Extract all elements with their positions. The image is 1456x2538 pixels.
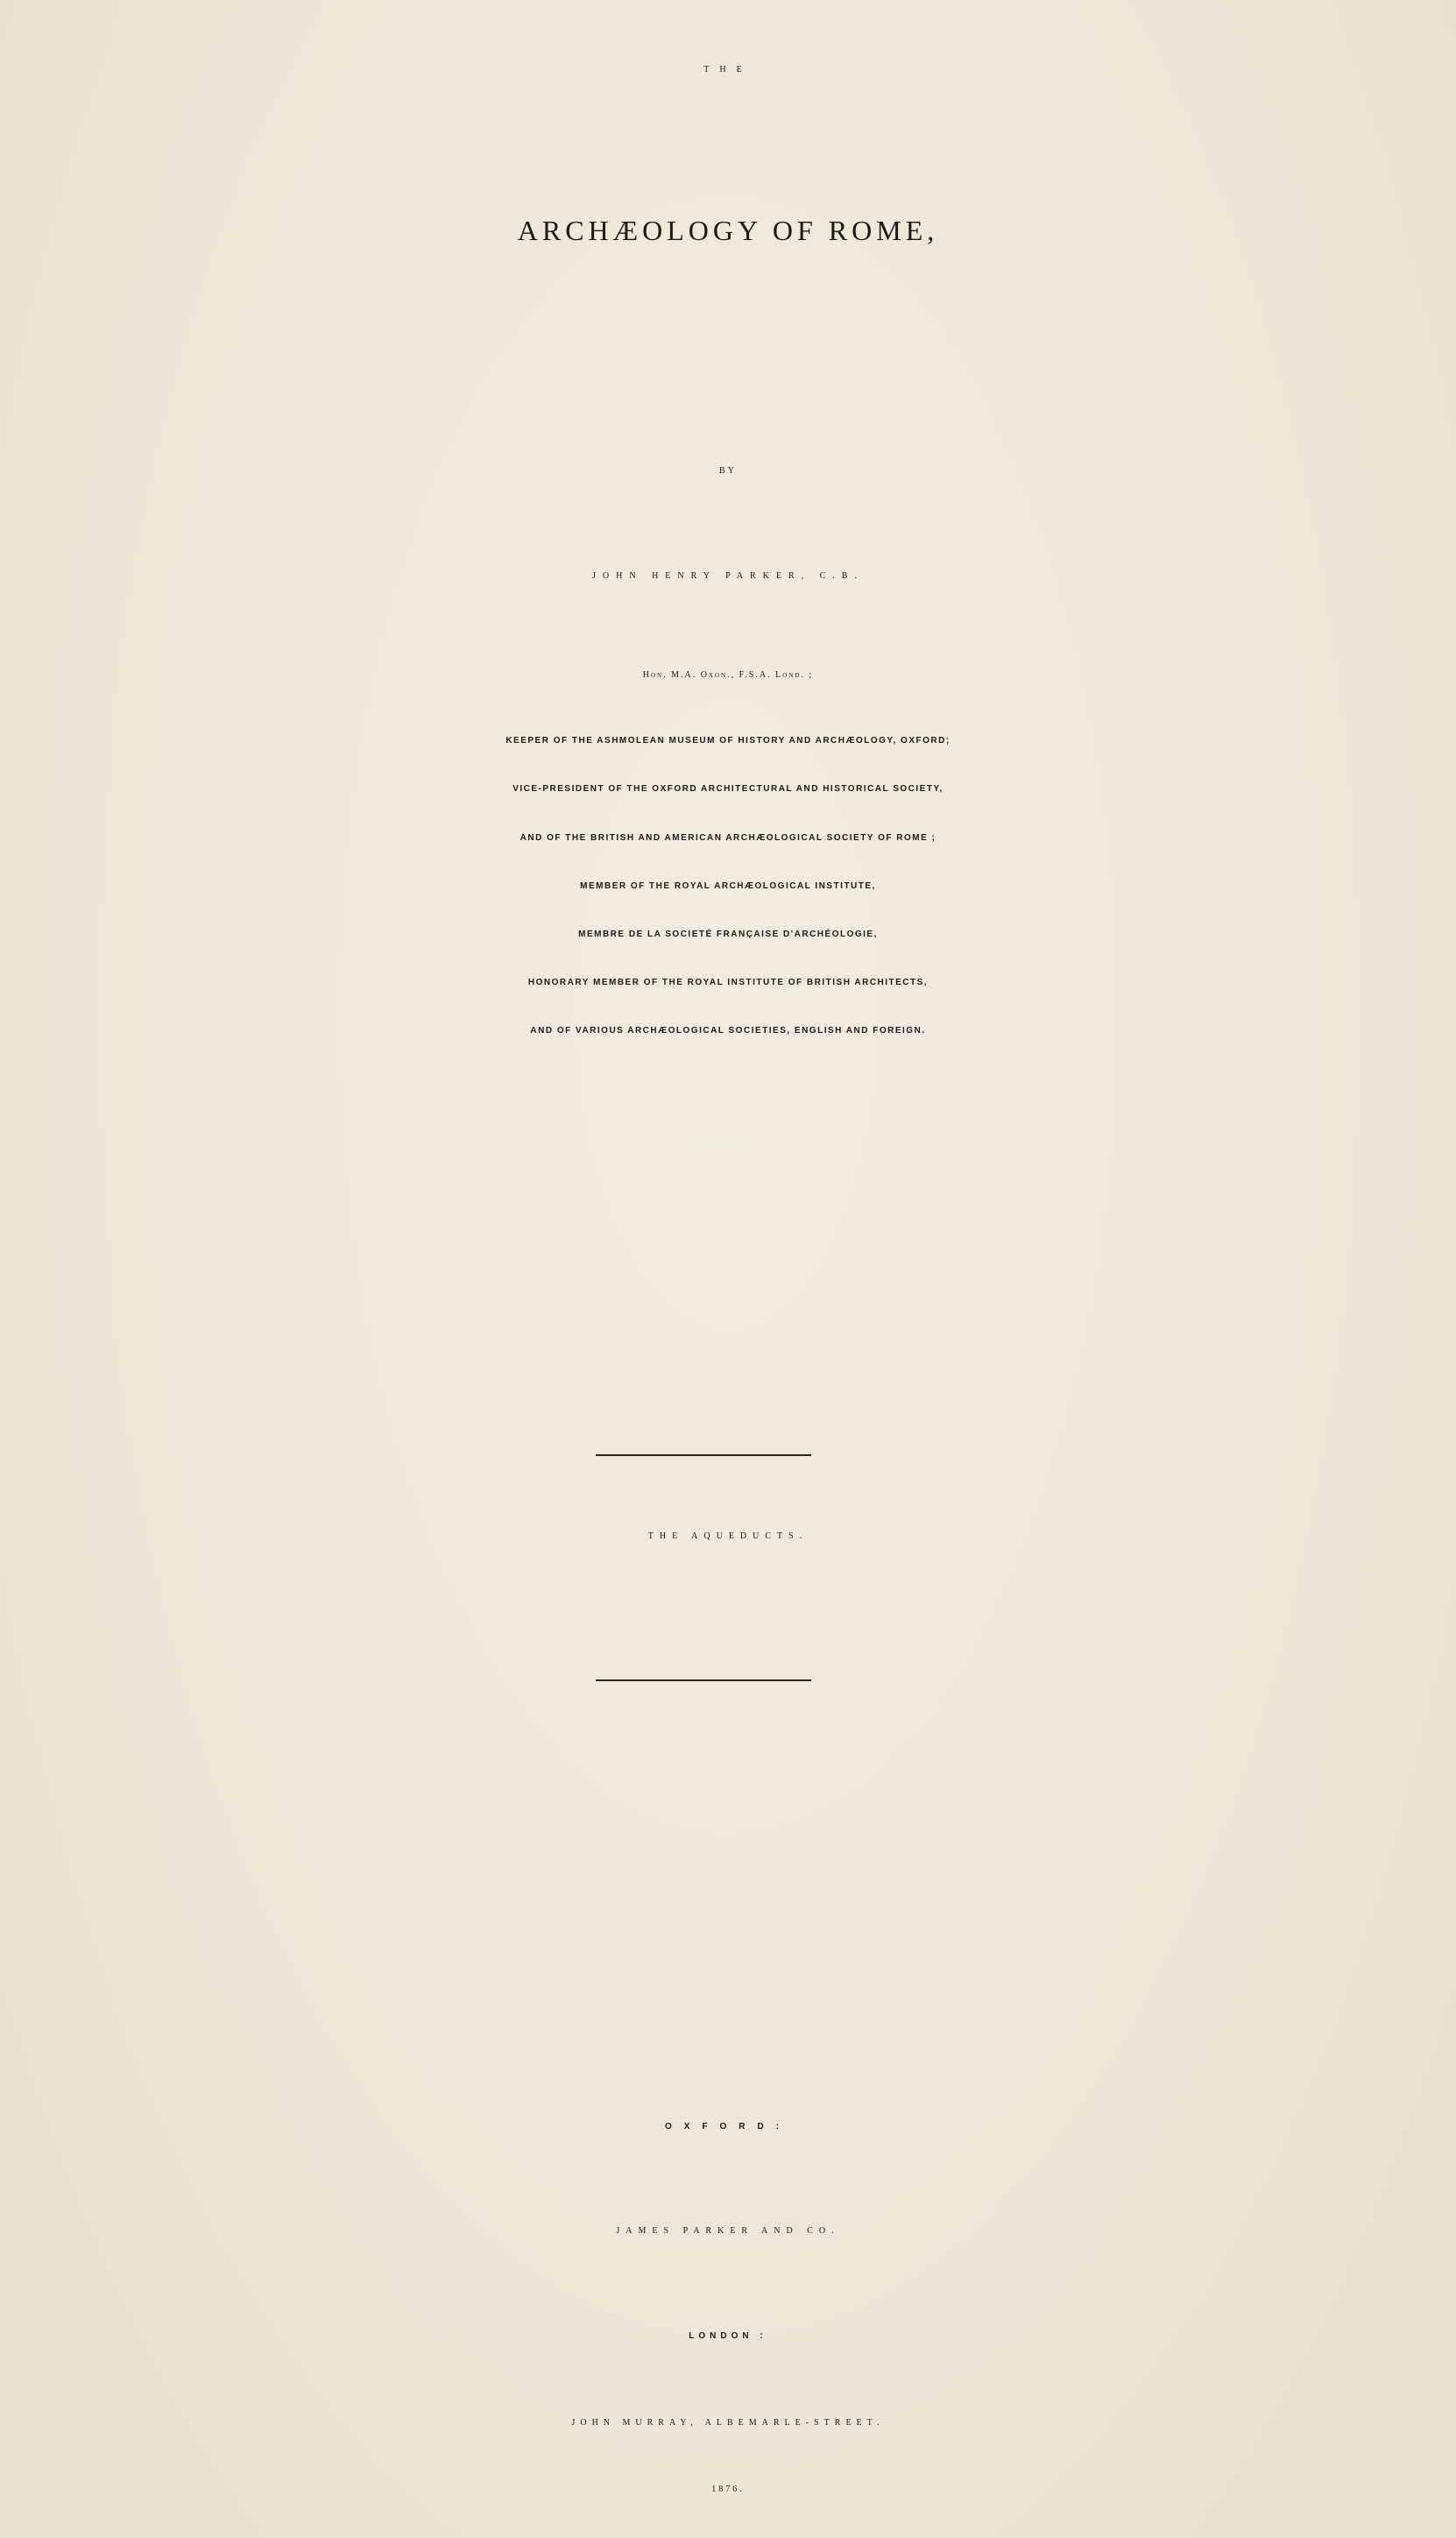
- publication-year: 1876.: [711, 2485, 745, 2494]
- book-title: ARCHÆOLOGY OF ROME,: [517, 215, 939, 246]
- credential-line: AND OF VARIOUS ARCHÆOLOGICAL SOCIETIES, ENGLISH AND FOREIGN.: [530, 1026, 926, 1036]
- volume-subtitle: THE AQUEDUCTS.: [647, 1531, 809, 1541]
- author-name: JOHN HENRY PARKER, C.B.: [592, 571, 864, 581]
- credential-line: MEMBRE DE LA SOCIETÉ FRANÇAISE D'ARCHÉOLOGIE,: [578, 930, 878, 939]
- imprint-publisher-oxford: JAMES PARKER AND CO.: [616, 2226, 840, 2236]
- divider-rule-bottom: [596, 1679, 811, 1681]
- credential-line: KEEPER OF THE ASHMOLEAN MUSEUM OF HISTORY AND ARCHÆOLOGY, OXFORD;: [505, 736, 951, 746]
- imprint-publisher-london: JOHN MURRAY, ALBEMARLE-STREET.: [571, 2418, 885, 2428]
- credential-line: VICE-PRESIDENT OF THE OXFORD ARCHITECTURAL AND HISTORICAL SOCIETY,: [512, 784, 944, 794]
- by-line: BY: [719, 466, 737, 476]
- divider-rule-top: [596, 1454, 811, 1456]
- imprint-city-oxford: OXFORD:: [664, 2122, 792, 2131]
- title-article: THE: [703, 65, 753, 74]
- author-honours: Hon. M.A. Oxon., F.S.A. Lond. ;: [642, 670, 814, 680]
- credential-line: HONORARY MEMBER OF THE ROYAL INSTITUTE OF BRITISH ARCHITECTS,: [527, 978, 929, 987]
- credential-line: MEMBER OF THE ROYAL ARCHÆOLOGICAL INSTITUTE,: [580, 881, 876, 891]
- imprint-city-london: LONDON :: [689, 2331, 767, 2341]
- credential-line: AND OF THE BRITISH AND AMERICAN ARCHÆOLOGICAL SOCIETY OF ROME ;: [519, 833, 937, 843]
